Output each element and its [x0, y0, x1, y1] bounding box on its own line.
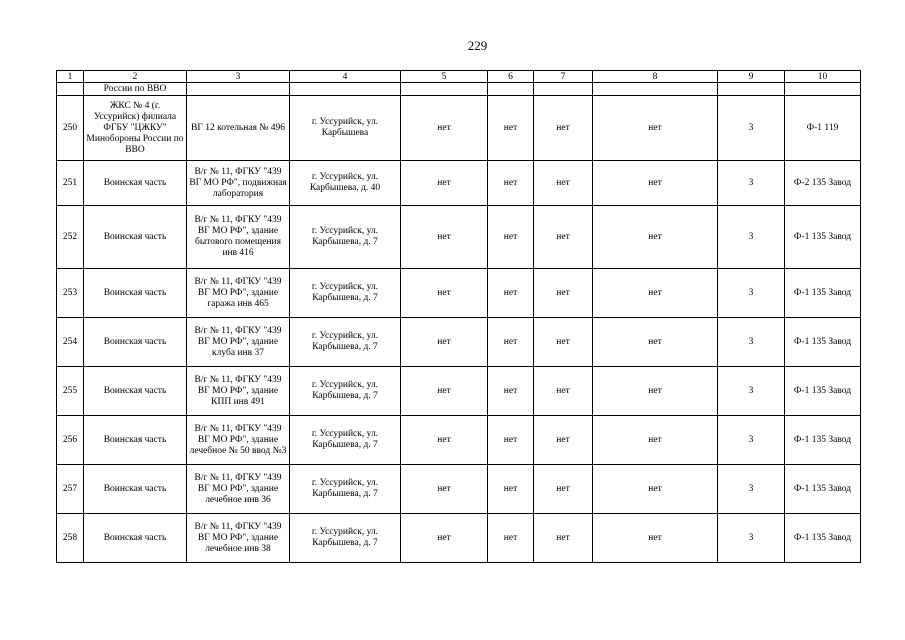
table-cell: [593, 83, 718, 96]
col9-cell: 3: [718, 318, 785, 367]
data-table: [56, 70, 861, 563]
organization-cell: Воинская часть: [84, 465, 187, 514]
col6-cell: нет: [488, 416, 534, 465]
table-cell: России по ВВО: [84, 83, 187, 96]
col7-cell: нет: [534, 514, 593, 563]
address-cell: г. Уссурийск, ул. Карбышева, д. 7: [290, 206, 401, 269]
col10-cell: Ф-1 135 Завод: [785, 416, 861, 465]
col8-cell: нет: [593, 96, 718, 161]
table-row: [57, 96, 861, 161]
row-number-cell: 255: [57, 367, 84, 416]
column-header: 5: [401, 71, 488, 83]
col10-cell: Ф-1 135 Завод: [785, 269, 861, 318]
object-cell: ВГ 12 котельная № 496: [187, 96, 290, 161]
table-cell: [57, 83, 84, 96]
address-cell: г. Уссурийск, ул. Карбышева, д. 7: [290, 465, 401, 514]
object-cell: В/г № 11, ФГКУ "439 ВГ МО РФ", здание лечебное инв 36: [187, 465, 290, 514]
address-cell: г. Уссурийск, ул. Карбышева, д. 7: [290, 318, 401, 367]
col8-cell: нет: [593, 465, 718, 514]
table-row: [57, 514, 861, 563]
col5-cell: нет: [401, 161, 488, 206]
address-cell: г. Уссурийск, ул. Карбышева: [290, 96, 401, 161]
col8-cell: нет: [593, 367, 718, 416]
table-row: [57, 416, 861, 465]
col8-cell: нет: [593, 514, 718, 563]
col10-cell: Ф-1 119: [785, 96, 861, 161]
organization-cell: ЖКС № 4 (г. Уссурийск) филиала ФГБУ "ЦЖКУ" Минобороны России по ВВО: [84, 96, 187, 161]
table-body: [57, 71, 861, 563]
column-header: 10: [785, 71, 861, 83]
table-cell: [488, 83, 534, 96]
col8-cell: нет: [593, 161, 718, 206]
table-cell: [401, 83, 488, 96]
column-header: 8: [593, 71, 718, 83]
col8-cell: нет: [593, 416, 718, 465]
col7-cell: нет: [534, 416, 593, 465]
col9-cell: 3: [718, 206, 785, 269]
col6-cell: нет: [488, 206, 534, 269]
table-cell: [290, 83, 401, 96]
table-row: [57, 465, 861, 514]
object-cell: В/г № 11, ФГКУ "439 ВГ МО РФ", здание КПП инв 491: [187, 367, 290, 416]
col9-cell: 3: [718, 96, 785, 161]
col10-cell: Ф-2 135 Завод: [785, 161, 861, 206]
row-number-cell: 256: [57, 416, 84, 465]
object-cell: В/г № 11, ФГКУ "439 ВГ МО РФ", здание гаража инв 465: [187, 269, 290, 318]
row-number-cell: 251: [57, 161, 84, 206]
col6-cell: нет: [488, 269, 534, 318]
col5-cell: нет: [401, 367, 488, 416]
table-cell: [785, 83, 861, 96]
object-cell: В/г № 11, ФГКУ "439 ВГ МО РФ", подвижная лаборатория: [187, 161, 290, 206]
row-number-cell: 250: [57, 96, 84, 161]
row-number-cell: 257: [57, 465, 84, 514]
col9-cell: 3: [718, 161, 785, 206]
row-number-cell: 258: [57, 514, 84, 563]
column-header: 2: [84, 71, 187, 83]
column-number-row: [57, 71, 861, 83]
col6-cell: нет: [488, 96, 534, 161]
organization-cell: Воинская часть: [84, 206, 187, 269]
col7-cell: нет: [534, 206, 593, 269]
address-cell: г. Уссурийск, ул. Карбышева, д. 7: [290, 269, 401, 318]
col9-cell: 3: [718, 416, 785, 465]
col10-cell: Ф-1 135 Завод: [785, 514, 861, 563]
col6-cell: нет: [488, 161, 534, 206]
continuation-row: [57, 83, 861, 96]
col8-cell: нет: [593, 206, 718, 269]
table-cell: [187, 83, 290, 96]
col5-cell: нет: [401, 514, 488, 563]
col10-cell: Ф-1 135 Завод: [785, 318, 861, 367]
col9-cell: 3: [718, 465, 785, 514]
table-cell: [534, 83, 593, 96]
table-row: [57, 318, 861, 367]
column-header: 3: [187, 71, 290, 83]
row-number-cell: 253: [57, 269, 84, 318]
col5-cell: нет: [401, 269, 488, 318]
column-header: 7: [534, 71, 593, 83]
object-cell: В/г № 11, ФГКУ "439 ВГ МО РФ", здание лечебное инв 38: [187, 514, 290, 563]
address-cell: г. Уссурийск, ул. Карбышева, д. 40: [290, 161, 401, 206]
table-row: [57, 206, 861, 269]
object-cell: В/г № 11, ФГКУ "439 ВГ МО РФ", здание клуба инв 37: [187, 318, 290, 367]
row-number-cell: 254: [57, 318, 84, 367]
col7-cell: нет: [534, 269, 593, 318]
column-header: 9: [718, 71, 785, 83]
col5-cell: нет: [401, 416, 488, 465]
address-cell: г. Уссурийск, ул. Карбышева, д. 7: [290, 514, 401, 563]
page-number: 229: [467, 38, 488, 53]
organization-cell: Воинская часть: [84, 161, 187, 206]
col10-cell: Ф-1 135 Завод: [785, 465, 861, 514]
col9-cell: 3: [718, 367, 785, 416]
col5-cell: нет: [401, 318, 488, 367]
col10-cell: Ф-1 135 Завод: [785, 367, 861, 416]
col7-cell: нет: [534, 161, 593, 206]
col8-cell: нет: [593, 318, 718, 367]
column-header: 1: [57, 71, 84, 83]
table-row: [57, 161, 861, 206]
col10-cell: Ф-1 135 Завод: [785, 206, 861, 269]
col7-cell: нет: [534, 96, 593, 161]
address-cell: г. Уссурийск, ул. Карбышева, д. 7: [290, 367, 401, 416]
col5-cell: нет: [401, 96, 488, 161]
col6-cell: нет: [488, 318, 534, 367]
col5-cell: нет: [401, 465, 488, 514]
col8-cell: нет: [593, 269, 718, 318]
row-number-cell: 252: [57, 206, 84, 269]
table-row: [57, 269, 861, 318]
col6-cell: нет: [488, 514, 534, 563]
table-cell: [718, 83, 785, 96]
col7-cell: нет: [534, 367, 593, 416]
object-cell: В/г № 11, ФГКУ "439 ВГ МО РФ", здание лечебное № 50 ввод №3: [187, 416, 290, 465]
col7-cell: нет: [534, 465, 593, 514]
col5-cell: нет: [401, 206, 488, 269]
table-row: [57, 367, 861, 416]
organization-cell: Воинская часть: [84, 367, 187, 416]
organization-cell: Воинская часть: [84, 514, 187, 563]
organization-cell: Воинская часть: [84, 269, 187, 318]
col6-cell: нет: [488, 367, 534, 416]
column-header: 6: [488, 71, 534, 83]
col9-cell: 3: [718, 514, 785, 563]
organization-cell: Воинская часть: [84, 416, 187, 465]
col9-cell: 3: [718, 269, 785, 318]
object-cell: В/г № 11, ФГКУ "439 ВГ МО РФ", здание бытового помещения инв 416: [187, 206, 290, 269]
col7-cell: нет: [534, 318, 593, 367]
column-header: 4: [290, 71, 401, 83]
address-cell: г. Уссурийск, ул. Карбышева, д. 7: [290, 416, 401, 465]
col6-cell: нет: [488, 465, 534, 514]
organization-cell: Воинская часть: [84, 318, 187, 367]
